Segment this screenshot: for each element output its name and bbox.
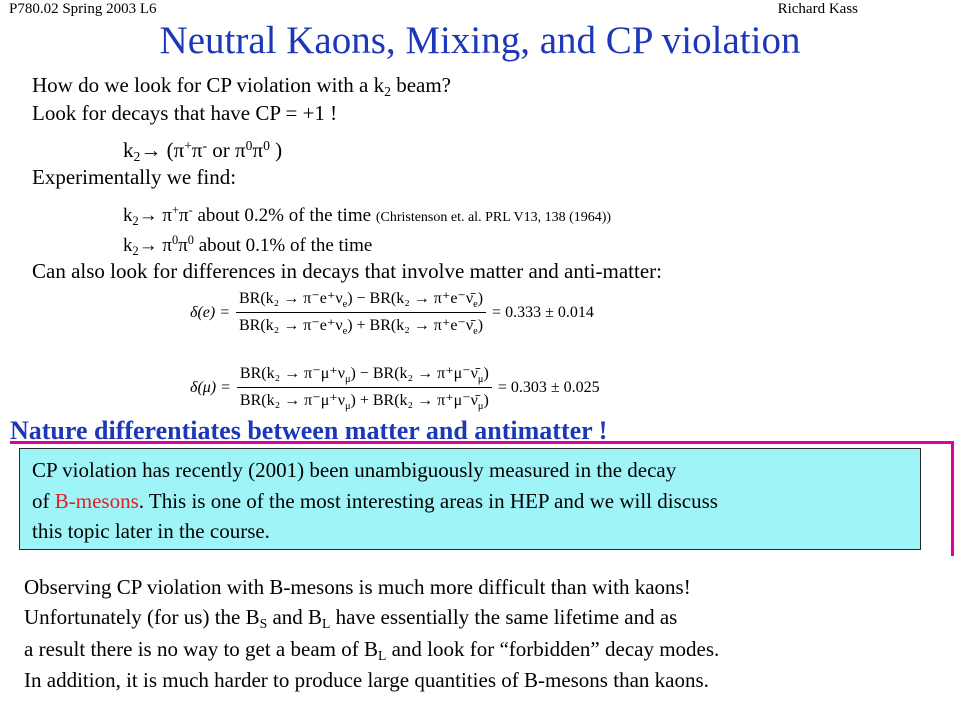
look-line: Look for decays that have CP = +1 ! bbox=[32, 101, 338, 125]
result-line-neutral: $k_2\to \pi^0\pi^0$ about 0.1% of the time bbox=[123, 233, 373, 258]
box-line-1: CP violation has recently (2001) been unambiguously measured in the decay bbox=[32, 458, 677, 482]
box-line-3: this topic later in the course. bbox=[32, 519, 270, 543]
experiment-line: Experimentally we find: bbox=[32, 165, 237, 189]
slide-title: Neutral Kaons, Mixing, and CP violation bbox=[159, 19, 801, 62]
bottom-line-4: In addition, it is much harder to produce large quantities of B-mesons than kaons. bbox=[24, 668, 709, 692]
bottom-line-1: Observing CP violation with B-mesons is much more difficult than with kaons! bbox=[24, 575, 691, 599]
course-label: P780.02 Spring 2003 L6 bbox=[9, 1, 157, 17]
decay-line: $k_2\to (\pi^+\pi^-$ or $\pi^0\pi^0$ ) bbox=[123, 138, 283, 164]
nature-heading: Nature differentiates between matter and antimatter ! bbox=[10, 416, 608, 445]
bottom-line-2: Unfortunately (for us) the $B_S$ and $B_L$ have essentially the same lifetime and as bbox=[24, 605, 678, 631]
reference-citation: (Christenson et. al. PRL V13, 138 (1964)) bbox=[375, 210, 612, 225]
box-line-2: of B-mesons. This is one of the most interesting areas in HEP and we will discuss bbox=[32, 489, 718, 513]
delta-mu-equation: δ(μ) = $\frac{BR(k_2 \to \pi^-\mu^+\nu_\mu) - BR(k_2 \to \pi^+\mu^-\nū_\mu)}{BR(k_2 \to \pi^-\mu^+\nu_\mu) + BR(k_2 \to \pi^+\mu^-\nū_\mu)}$ = 0.303 ± 0.025 bbox=[190, 365, 600, 412]
bottom-line-3: a result there is no way to get a beam of $B_L$ and look for “forbidden” decay modes. bbox=[24, 637, 720, 663]
matter-antimatter-line: Can also look for differences in decays that involve matter and anti-matter: bbox=[32, 259, 662, 283]
delta-e-equation: δ(e) = $\frac{BR(k_2 \to \pi^-e^+\nu_e) - BR(k_2 \to \pi^+e^-\nū_e)}{BR(k_2 \to \pi^-e^+\nu_e) + BR(k_2 \to \pi^+e^-\nū_e)}$ = 0.333 ± 0.014 bbox=[190, 290, 594, 337]
question-line: How do we look for CP violation with a $k_2$ beam? bbox=[32, 73, 451, 99]
author-label: Richard Kass bbox=[777, 1, 858, 17]
result-line-charged: $k_2\to \pi^+\pi^-$ about 0.2% of the time (Christenson et. al. PRL V13, 138 (1964)) bbox=[123, 203, 612, 228]
b-mesons-term: B-mesons bbox=[54, 489, 139, 513]
